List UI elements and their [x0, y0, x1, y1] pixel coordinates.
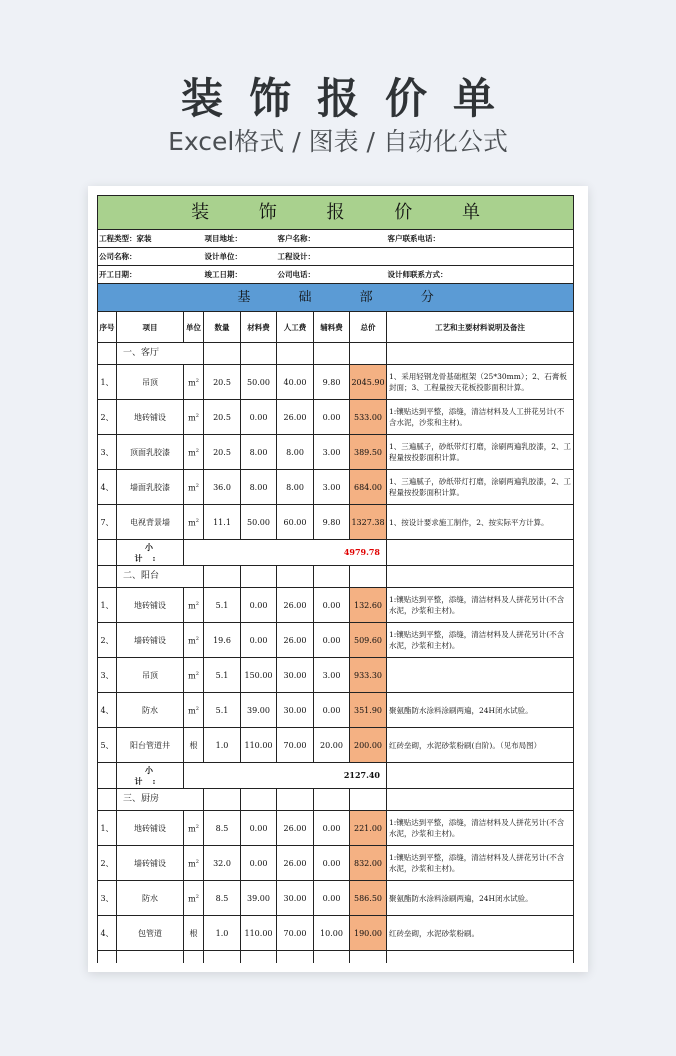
item-labor-cost: 30.00 — [277, 658, 314, 693]
item-unit: 根 — [184, 728, 204, 763]
empty-cell — [350, 789, 387, 811]
table-row — [98, 693, 574, 728]
item-aux-cost: 0.00 — [314, 400, 350, 435]
item-aux-cost: 0.00 — [314, 588, 350, 623]
item-name: 吊顶 — [117, 365, 184, 400]
info-row — [98, 266, 574, 284]
item-quantity: 8.5 — [204, 881, 241, 916]
item-total: 132.60 — [350, 588, 387, 623]
empty-cell — [387, 343, 574, 365]
subtotal-row — [98, 763, 574, 789]
column-header: 辅料费 — [314, 312, 350, 343]
item-labor-cost: 70.00 — [277, 728, 314, 763]
unit-superscript: 2 — [195, 482, 199, 489]
item-number: 3、 — [98, 881, 117, 916]
item-labor-cost: 26.00 — [277, 400, 314, 435]
item-note: 1、按设计要求施工制作，2、按实际平方计算。 — [387, 505, 574, 540]
item-labor-cost: 26.00 — [277, 811, 314, 846]
unit-superscript: 2 — [195, 705, 199, 712]
header-row — [98, 312, 574, 343]
item-labor-cost: 60.00 — [277, 505, 314, 540]
item-name: 阳台管道井 — [117, 728, 184, 763]
item-labor-cost: 40.00 — [277, 365, 314, 400]
table-row-cut — [98, 951, 574, 964]
item-total: 933.30 — [350, 658, 387, 693]
item-unit: $m^2$ — [184, 811, 204, 846]
item-name: 墙砖铺设 — [117, 846, 184, 881]
item-number: 2、 — [98, 400, 117, 435]
item-note: 1、三遍腻子，砂纸带灯打磨，涂刷两遍乳胶漆，2、工程量按投影面积计算。 — [387, 470, 574, 505]
column-header: 材料费 — [241, 312, 277, 343]
empty-cell — [350, 951, 387, 964]
empty-cell — [241, 343, 277, 365]
info-field: 开工日期： — [98, 266, 204, 284]
info-field: 工程设计： — [277, 248, 387, 266]
empty-cell — [387, 951, 574, 964]
section-title: 基 础 部 分 — [98, 284, 574, 312]
table-row — [98, 588, 574, 623]
item-material-cost: 0.00 — [241, 623, 277, 658]
empty-cell — [98, 951, 117, 964]
table-row — [98, 470, 574, 505]
item-quantity: 8.5 — [204, 811, 241, 846]
subtotal-label: 小 计: — [117, 763, 184, 789]
empty-cell — [277, 951, 314, 964]
item-labor-cost: 26.00 — [277, 588, 314, 623]
item-unit: $m^2$ — [184, 846, 204, 881]
item-name: 墙面乳胶漆 — [117, 470, 184, 505]
quote-table — [97, 195, 574, 963]
item-total: 221.00 — [350, 811, 387, 846]
item-labor-cost: 8.00 — [277, 470, 314, 505]
item-number: 2、 — [98, 846, 117, 881]
item-material-cost: 50.00 — [241, 505, 277, 540]
item-labor-cost: 30.00 — [277, 693, 314, 728]
row-spacer — [98, 789, 117, 811]
item-note: 聚氨酯防水涂料涂刷两遍，24H闭水试验。 — [387, 693, 574, 728]
table-row — [98, 881, 574, 916]
empty-cell — [387, 566, 574, 588]
item-quantity: 1.0 — [204, 728, 241, 763]
info-field: 公司名称： — [98, 248, 204, 266]
unit-superscript: 2 — [195, 517, 199, 524]
item-number: 3、 — [98, 658, 117, 693]
item-aux-cost: 0.00 — [314, 881, 350, 916]
empty-cell — [204, 343, 241, 365]
item-labor-cost: 26.00 — [277, 846, 314, 881]
item-unit: 根 — [184, 916, 204, 951]
spreadsheet-preview — [88, 186, 588, 972]
empty-cell — [241, 566, 277, 588]
item-unit: $m^2$ — [184, 470, 204, 505]
item-aux-cost: 20.00 — [314, 728, 350, 763]
unit-superscript: 2 — [195, 670, 199, 677]
info-field: 工程类型：家装 — [98, 230, 204, 248]
item-material-cost: 0.00 — [241, 400, 277, 435]
empty-cell — [204, 951, 241, 964]
category-row — [98, 343, 574, 365]
info-field — [387, 248, 574, 266]
item-material-cost: 0.00 — [241, 588, 277, 623]
item-total: 389.50 — [350, 435, 387, 470]
item-note — [387, 658, 574, 693]
item-labor-cost: 70.00 — [277, 916, 314, 951]
unit-superscript: 2 — [195, 823, 199, 830]
item-aux-cost: 10.00 — [314, 916, 350, 951]
item-aux-cost: 0.00 — [314, 693, 350, 728]
item-quantity: 5.1 — [204, 588, 241, 623]
table-row — [98, 811, 574, 846]
empty-cell — [277, 343, 314, 365]
empty-cell — [314, 566, 350, 588]
item-aux-cost: 9.80 — [314, 505, 350, 540]
item-number: 4、 — [98, 693, 117, 728]
item-material-cost: 110.00 — [241, 728, 277, 763]
item-total: 684.00 — [350, 470, 387, 505]
table-row — [98, 623, 574, 658]
item-number: 4、 — [98, 470, 117, 505]
item-material-cost: 50.00 — [241, 365, 277, 400]
info-row — [98, 248, 574, 266]
info-field: 设计单位： — [204, 248, 277, 266]
item-total: 533.00 — [350, 400, 387, 435]
item-name: 地砖铺设 — [117, 588, 184, 623]
item-aux-cost: 0.00 — [314, 623, 350, 658]
item-aux-cost: 3.00 — [314, 470, 350, 505]
unit-superscript: 2 — [195, 377, 199, 384]
table-row — [98, 400, 574, 435]
item-aux-cost: 3.00 — [314, 435, 350, 470]
empty-cell — [241, 951, 277, 964]
row-spacer — [98, 343, 117, 365]
item-number: 5、 — [98, 728, 117, 763]
item-material-cost: 39.00 — [241, 881, 277, 916]
column-header: 总价 — [350, 312, 387, 343]
item-total: 586.50 — [350, 881, 387, 916]
column-header: 数量 — [204, 312, 241, 343]
item-labor-cost: 30.00 — [277, 881, 314, 916]
item-number: 4、 — [98, 916, 117, 951]
item-total: 1327.38 — [350, 505, 387, 540]
empty-cell — [387, 763, 574, 789]
item-quantity: 1.0 — [204, 916, 241, 951]
item-name: 包管道 — [117, 916, 184, 951]
item-unit: $m^2$ — [184, 505, 204, 540]
table-row — [98, 658, 574, 693]
item-unit: $m^2$ — [184, 435, 204, 470]
empty-cell — [204, 566, 241, 588]
table-row — [98, 365, 574, 400]
item-name: 电视背景墙 — [117, 505, 184, 540]
category-name: 一、客厅 — [117, 343, 204, 365]
item-aux-cost: 0.00 — [314, 811, 350, 846]
info-field: 客户名称： — [277, 230, 387, 248]
empty-cell — [184, 951, 204, 964]
column-header: 人工费 — [277, 312, 314, 343]
item-total: 351.90 — [350, 693, 387, 728]
item-name: 地砖铺设 — [117, 400, 184, 435]
item-material-cost: 39.00 — [241, 693, 277, 728]
item-number: 7、 — [98, 505, 117, 540]
item-name: 吊顶 — [117, 658, 184, 693]
item-note: 1:镶贴达到平整，添缝，清洁材料及人拼花另计(不含水泥，沙浆和主材)。 — [387, 623, 574, 658]
item-note: 红砖垒砌，水泥砂浆粉刷(自阶)。（见布局图） — [387, 728, 574, 763]
empty-cell — [204, 789, 241, 811]
item-note: 1、三遍腻子，砂纸带灯打磨，涂刷两遍乳胶漆，2、工程量按投影面积计算。 — [387, 435, 574, 470]
item-quantity: 11.1 — [204, 505, 241, 540]
row-spacer — [98, 540, 117, 566]
subtotal-row — [98, 540, 574, 566]
item-quantity: 19.6 — [204, 623, 241, 658]
empty-cell — [387, 540, 574, 566]
empty-cell — [350, 566, 387, 588]
item-aux-cost: 3.00 — [314, 658, 350, 693]
column-header: 单位 — [184, 312, 204, 343]
info-field: 项目地址： — [204, 230, 277, 248]
item-aux-cost: 0.00 — [314, 846, 350, 881]
item-name: 顶面乳胶漆 — [117, 435, 184, 470]
row-spacer — [98, 566, 117, 588]
item-material-cost: 0.00 — [241, 811, 277, 846]
item-quantity: 20.5 — [204, 435, 241, 470]
info-row — [98, 230, 574, 248]
item-total: 2045.90 — [350, 365, 387, 400]
empty-cell — [314, 951, 350, 964]
item-number: 1、 — [98, 588, 117, 623]
item-aux-cost: 9.80 — [314, 365, 350, 400]
column-header: 项目 — [117, 312, 184, 343]
item-name: 防水 — [117, 881, 184, 916]
page-title: 装饰报价单 — [180, 74, 521, 123]
item-unit: $m^2$ — [184, 365, 204, 400]
item-name: 地砖铺设 — [117, 811, 184, 846]
item-material-cost: 150.00 — [241, 658, 277, 693]
unit-superscript: 2 — [195, 412, 199, 419]
info-field: 竣工日期： — [204, 266, 277, 284]
category-row — [98, 789, 574, 811]
section-banner — [98, 284, 574, 312]
item-note: 1:镶贴达到平整，添缝，清洁材料及人拼花另计(不含水泥，沙浆和主材)。 — [387, 846, 574, 881]
category-name: 三、厨房 — [117, 789, 204, 811]
item-material-cost: 0.00 — [241, 846, 277, 881]
item-quantity: 36.0 — [204, 470, 241, 505]
item-labor-cost: 26.00 — [277, 623, 314, 658]
item-note: 1、采用轻钢龙骨基础框架（25*30mm）；2、石膏板封面；3、工程量按天花板投影面积计算。 — [387, 365, 574, 400]
item-material-cost: 8.00 — [241, 470, 277, 505]
item-total: 832.00 — [350, 846, 387, 881]
unit-superscript: 2 — [195, 893, 199, 900]
info-field: 客户联系电话： — [387, 230, 574, 248]
item-unit: $m^2$ — [184, 693, 204, 728]
sheet-title: 装 饰 报 价 单 — [98, 196, 574, 230]
item-total: 200.00 — [350, 728, 387, 763]
item-total: 190.00 — [350, 916, 387, 951]
unit-superscript: 2 — [195, 447, 199, 454]
page-subtitle: Excel格式 / 图表 / 自动化公式 — [168, 127, 508, 156]
column-header: 工艺和主要材料说明及备注 — [387, 312, 574, 343]
item-material-cost: 110.00 — [241, 916, 277, 951]
item-note: 红砖垒砌，水泥砂浆粉刷。 — [387, 916, 574, 951]
item-number: 2、 — [98, 623, 117, 658]
empty-cell — [387, 789, 574, 811]
category-name: 二、阳台 — [117, 566, 204, 588]
empty-cell — [314, 343, 350, 365]
item-note: 1:镶贴达到平整，添缝，清洁材料及人拼花另计(不含水泥，沙浆和主材)。 — [387, 588, 574, 623]
item-number: 3、 — [98, 435, 117, 470]
item-quantity: 20.5 — [204, 365, 241, 400]
subtotal-value: 2127.40 — [184, 763, 387, 789]
item-note: 1:镶贴达到平整，添缝，清洁材料及人拼花另计(不含水泥，沙浆和主材)。 — [387, 811, 574, 846]
empty-cell — [314, 789, 350, 811]
item-quantity: 32.0 — [204, 846, 241, 881]
item-total: 509.60 — [350, 623, 387, 658]
item-note: 聚氨酯防水涂料涂刷两遍，24H闭水试验。 — [387, 881, 574, 916]
item-quantity: 5.1 — [204, 658, 241, 693]
category-row — [98, 566, 574, 588]
item-quantity: 5.1 — [204, 693, 241, 728]
empty-cell — [350, 343, 387, 365]
item-material-cost: 8.00 — [241, 435, 277, 470]
item-unit: $m^2$ — [184, 400, 204, 435]
column-header: 序号 — [98, 312, 117, 343]
table-row — [98, 505, 574, 540]
item-unit: $m^2$ — [184, 623, 204, 658]
item-number: 1、 — [98, 811, 117, 846]
subtotal-value: 4979.78 — [184, 540, 387, 566]
unit-superscript: 2 — [195, 600, 199, 607]
table-row — [98, 916, 574, 951]
row-spacer — [98, 763, 117, 789]
table-row — [98, 435, 574, 470]
item-name: 墙砖铺设 — [117, 623, 184, 658]
item-unit: $m^2$ — [184, 588, 204, 623]
item-quantity: 20.5 — [204, 400, 241, 435]
unit-superscript: 2 — [195, 858, 199, 865]
unit-superscript: 2 — [195, 635, 199, 642]
item-unit: $m^2$ — [184, 881, 204, 916]
table-row — [98, 728, 574, 763]
info-field: 公司电话： — [277, 266, 387, 284]
info-field: 设计师联系方式： — [387, 266, 574, 284]
empty-cell — [277, 566, 314, 588]
empty-cell — [277, 789, 314, 811]
empty-cell — [117, 951, 184, 964]
item-number: 1、 — [98, 365, 117, 400]
item-note: 1:镶贴达到平整，添缝，清洁材料及人工拼花另计(不含水泥，沙浆和主材)。 — [387, 400, 574, 435]
item-unit: $m^2$ — [184, 658, 204, 693]
item-name: 防水 — [117, 693, 184, 728]
table-row — [98, 846, 574, 881]
item-labor-cost: 8.00 — [277, 435, 314, 470]
empty-cell — [241, 789, 277, 811]
subtotal-label: 小 计: — [117, 540, 184, 566]
